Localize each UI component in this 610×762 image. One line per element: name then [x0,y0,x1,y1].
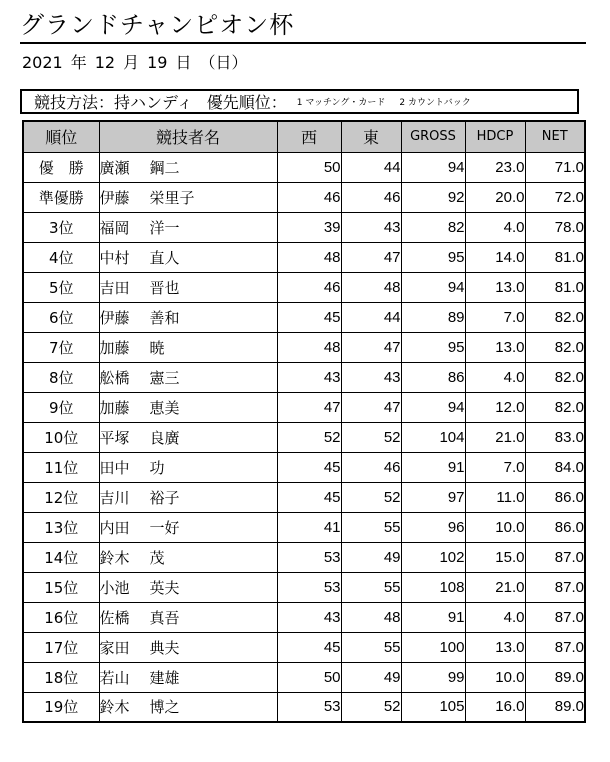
date-month: 12 [94,53,116,72]
east-score-cell: 44 [341,302,401,332]
player-surname: 加藤 [99,338,130,357]
player-name-cell [99,512,277,542]
table-header-row [23,121,585,152]
player-surname: 家田 [99,638,130,657]
net-score-cell: 87.0 [525,602,585,632]
gross-score-cell: 108 [401,572,465,602]
player-surname: 伊藤 [99,308,130,327]
rank-cell: 6位 [23,302,99,332]
gross-score-cell: 99 [401,662,465,692]
player-given-name: 洋一 [149,218,180,237]
table-row [23,662,585,692]
rank-cell: 10位 [23,422,99,452]
hdcp-cell: 4.0 [465,212,525,242]
table-row [23,632,585,662]
player-surname: 加藤 [99,398,130,417]
table-row [23,272,585,302]
date-weekday: （日） [199,53,248,72]
net-score-cell: 81.0 [525,272,585,302]
net-score-cell: 89.0 [525,662,585,692]
hdcp-cell: 10.0 [465,512,525,542]
table-row [23,362,585,392]
table-row [23,482,585,512]
player-surname: 内田 [99,518,130,537]
east-score-cell: 47 [341,392,401,422]
net-score-cell: 82.0 [525,392,585,422]
gross-score-cell: 94 [401,392,465,422]
player-given-name: 憲三 [149,368,180,387]
rank-cell: 4位 [23,242,99,272]
west-score-cell: 53 [277,572,341,602]
east-score-cell: 47 [341,332,401,362]
net-score-cell: 81.0 [525,242,585,272]
rank-cell: 9位 [23,392,99,422]
gross-score-cell: 94 [401,152,465,182]
west-score-cell: 43 [277,602,341,632]
west-score-cell: 53 [277,542,341,572]
player-surname: 吉田 [99,278,130,297]
player-name-cell [99,242,277,272]
player-name-cell [99,602,277,632]
west-score-cell: 46 [277,182,341,212]
gross-score-cell: 91 [401,602,465,632]
table-row [23,452,585,482]
east-score-cell: 46 [341,182,401,212]
net-score-cell: 71.0 [525,152,585,182]
rank-cell: 14位 [23,542,99,572]
header-rank: 順位 [23,121,99,152]
east-score-cell: 46 [341,452,401,482]
priority-item-2: 2 カウントバック [399,98,471,108]
player-given-name: 博之 [149,698,180,717]
results-table [22,120,586,723]
player-given-name: 典夫 [149,638,180,657]
west-score-cell: 48 [277,242,341,272]
west-score-cell: 50 [277,662,341,692]
hdcp-cell: 21.0 [465,572,525,602]
east-score-cell: 52 [341,482,401,512]
west-score-cell: 45 [277,632,341,662]
hdcp-cell: 14.0 [465,242,525,272]
player-given-name: 真吾 [149,608,180,627]
player-name-cell [99,692,277,722]
east-score-cell: 48 [341,272,401,302]
east-score-cell: 55 [341,512,401,542]
player-given-name: 英夫 [149,578,180,597]
player-surname: 田中 [99,458,130,477]
player-name-cell [99,662,277,692]
net-score-cell: 84.0 [525,452,585,482]
player-name-cell [99,572,277,602]
page-title: グランドチャンピオン杯 [20,10,586,44]
table-row [23,302,585,332]
rank-cell: 19位 [23,692,99,722]
priority-label: 優先順位： [206,93,287,112]
player-given-name: 善和 [149,308,180,327]
west-score-cell: 39 [277,212,341,242]
table-row [23,182,585,212]
player-given-name: 功 [149,458,165,477]
hdcp-cell: 13.0 [465,332,525,362]
hdcp-cell: 21.0 [465,422,525,452]
rank-cell: 7位 [23,332,99,362]
rank-cell: 17位 [23,632,99,662]
player-surname: 吉川 [99,488,130,507]
player-surname: 小池 [99,578,130,597]
method-value: 持ハンディ [114,93,193,112]
west-score-cell: 45 [277,482,341,512]
net-score-cell: 83.0 [525,422,585,452]
header-west: 西 [277,121,341,152]
net-score-cell: 86.0 [525,482,585,512]
header-gross: GROSS [401,121,465,152]
east-score-cell: 49 [341,542,401,572]
net-score-cell: 89.0 [525,692,585,722]
rank-cell: 13位 [23,512,99,542]
gross-score-cell: 92 [401,182,465,212]
east-score-cell: 48 [341,602,401,632]
table-row [23,542,585,572]
hdcp-cell: 12.0 [465,392,525,422]
gross-score-cell: 95 [401,332,465,362]
player-surname: 鈴木 [99,698,130,717]
gross-score-cell: 97 [401,482,465,512]
gross-score-cell: 91 [401,452,465,482]
player-surname: 平塚 [99,428,130,447]
net-score-cell: 82.0 [525,302,585,332]
hdcp-cell: 10.0 [465,662,525,692]
table-row [23,572,585,602]
net-score-cell: 82.0 [525,362,585,392]
net-score-cell: 72.0 [525,182,585,212]
player-given-name: 恵美 [149,398,180,417]
player-given-name: 直人 [149,248,180,267]
east-score-cell: 49 [341,662,401,692]
player-name-cell [99,182,277,212]
west-score-cell: 50 [277,152,341,182]
hdcp-cell: 11.0 [465,482,525,512]
west-score-cell: 45 [277,452,341,482]
player-surname: 福岡 [99,218,130,237]
net-score-cell: 87.0 [525,632,585,662]
west-score-cell: 52 [277,422,341,452]
player-given-name: 良廣 [149,428,180,447]
player-given-name: 鋼二 [149,158,180,177]
table-row [23,512,585,542]
player-surname: 佐橋 [99,608,130,627]
player-name-cell [99,422,277,452]
table-row [23,332,585,362]
player-name-cell [99,272,277,302]
player-name-cell [99,392,277,422]
west-score-cell: 48 [277,332,341,362]
west-score-cell: 46 [277,272,341,302]
net-score-cell: 87.0 [525,542,585,572]
gross-score-cell: 105 [401,692,465,722]
player-surname: 中村 [99,248,130,267]
rank-cell: 15位 [23,572,99,602]
rank-cell: 準優勝 [23,182,99,212]
west-score-cell: 53 [277,692,341,722]
method-label: 競技方法： [34,93,115,112]
date-year-unit: 年 [70,53,87,72]
hdcp-cell: 7.0 [465,302,525,332]
rank-cell: 12位 [23,482,99,512]
rank-cell: 11位 [23,452,99,482]
east-score-cell: 52 [341,692,401,722]
rank-cell: 18位 [23,662,99,692]
event-date [22,53,256,73]
date-day: 19 [147,53,168,72]
gross-score-cell: 104 [401,422,465,452]
date-year: 2021 [22,53,63,72]
player-surname: 鈴木 [99,548,130,567]
player-given-name: 晋也 [149,278,180,297]
gross-score-cell: 100 [401,632,465,662]
player-given-name: 裕子 [149,488,180,507]
player-name-cell [99,482,277,512]
table-row [23,602,585,632]
rank-cell: 5位 [23,272,99,302]
hdcp-cell: 20.0 [465,182,525,212]
hdcp-cell: 4.0 [465,362,525,392]
gross-score-cell: 86 [401,362,465,392]
player-surname: 舩橋 [99,368,130,387]
west-score-cell: 41 [277,512,341,542]
rank-cell: 8位 [23,362,99,392]
hdcp-cell: 4.0 [465,602,525,632]
player-given-name: 暁 [149,338,165,357]
player-name-cell [99,452,277,482]
hdcp-cell: 23.0 [465,152,525,182]
east-score-cell: 52 [341,422,401,452]
competition-method-box [20,89,579,114]
player-given-name: 一好 [149,518,180,537]
table-row [23,392,585,422]
rank-cell: 3位 [23,212,99,242]
player-surname: 若山 [99,668,130,687]
west-score-cell: 45 [277,302,341,332]
date-day-unit: 日 [175,53,192,72]
net-score-cell: 78.0 [525,212,585,242]
net-score-cell: 87.0 [525,572,585,602]
header-net: NET [525,121,585,152]
gross-score-cell: 95 [401,242,465,272]
east-score-cell: 55 [341,632,401,662]
player-name-cell [99,332,277,362]
west-score-cell: 43 [277,362,341,392]
player-name-cell [99,362,277,392]
table-row [23,212,585,242]
header-hdcp: HDCP [465,121,525,152]
hdcp-cell: 16.0 [465,692,525,722]
gross-score-cell: 102 [401,542,465,572]
east-score-cell: 55 [341,572,401,602]
gross-score-cell: 96 [401,512,465,542]
player-given-name: 茂 [149,548,165,567]
rank-cell: 16位 [23,602,99,632]
gross-score-cell: 94 [401,272,465,302]
hdcp-cell: 13.0 [465,272,525,302]
table-row [23,242,585,272]
hdcp-cell: 15.0 [465,542,525,572]
priority-item-1: 1 マッチング・カード [296,98,386,108]
player-surname: 廣瀬 [99,158,130,177]
player-name-cell [99,302,277,332]
east-score-cell: 43 [341,212,401,242]
player-name-cell [99,152,277,182]
date-month-unit: 月 [123,53,140,72]
player-surname: 伊藤 [99,188,130,207]
gross-score-cell: 82 [401,212,465,242]
player-name-cell [99,542,277,572]
rank-cell: 優 勝 [23,152,99,182]
table-row [23,152,585,182]
net-score-cell: 82.0 [525,332,585,362]
table-row [23,692,585,722]
east-score-cell: 47 [341,242,401,272]
hdcp-cell: 13.0 [465,632,525,662]
hdcp-cell: 7.0 [465,452,525,482]
gross-score-cell: 89 [401,302,465,332]
header-player-name: 競技者名 [99,121,277,152]
player-name-cell [99,212,277,242]
east-score-cell: 43 [341,362,401,392]
net-score-cell: 86.0 [525,512,585,542]
east-score-cell: 44 [341,152,401,182]
player-given-name: 栄里子 [149,188,195,207]
player-given-name: 建雄 [149,668,180,687]
west-score-cell: 47 [277,392,341,422]
table-row [23,422,585,452]
header-east: 東 [341,121,401,152]
player-name-cell [99,632,277,662]
